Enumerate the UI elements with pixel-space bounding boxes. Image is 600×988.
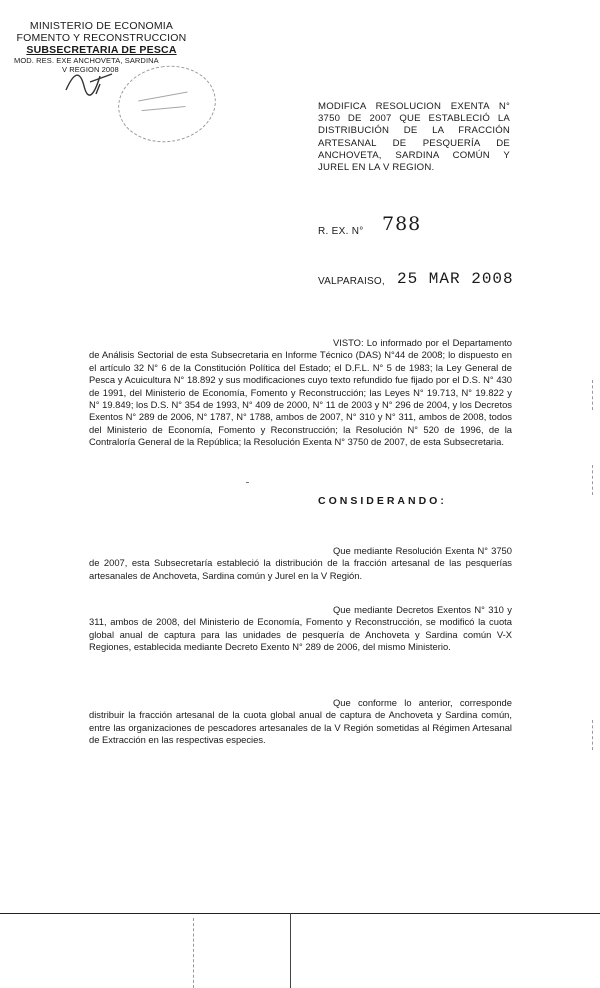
official-stamp: [113, 60, 221, 149]
bottom-dashed-line: [193, 918, 194, 988]
stray-mark: [246, 482, 249, 483]
subsecretaria-line: SUBSECRETARIA DE PESCA: [26, 44, 177, 56]
visto-paragraph: VISTO: Lo informado por el Departamento de Análisis Sectorial de esta Subsecretaria en Informe Técnico (DAS) N°44 de 2008; lo dispuesto en el artículo 32 N° 6 de la Constitución Política del Estado; el D.F.L. N° 5 de 1983; la Ley General de Pesca y Acuicultura N° 18.892 y sus modificaciones cuyo texto refundido fue fijado por el D.S. N° 430 de 1991, del Ministerio de Economía, Fomento y Reconstrucción; las Leyes N° 19.713, N° 19.822 y N° 19.849; los D.S. N° 354 de 1993, N° 409 de 2000, N° 11 de 2003 y N° 296 de 2004, y los Decretos Exentos N° 289 de 2006, N° 1787, N° 1788, ambos de 2007, N° 310 y N° 311, ambos de 2008, todos del Ministerio de Economía, Fomento y Reconstrucción; la Resolución N° 520 de 1996, de la Contraloría General de la República; la Resolución Exenta N° 3750 de 2007, de esta Subsecretaria.: [89, 337, 512, 448]
margin-mark-3: [592, 720, 593, 750]
considerando-paragraph-3: Que conforme lo anterior, corresponde distribuir la fracción artesanal de la cuota global anual de captura de Anchoveta y Sardina común, entre las organizaciones de pescadores artesanales de la V Región sometidas al Régimen Artesanal de Extracción en las respectivas especies.: [89, 697, 512, 746]
margin-mark-1: [592, 380, 593, 410]
considerando-paragraph-2: Que mediante Decretos Exentos N° 310 y 311, ambos de 2008, del Ministerio de Economía, Fomento y Reconstrucción, se modificó la cuota global anual de captura para las unidades de pesquería de Anchoveta y Sardina común V-X Regiones, establecida mediante Decreto Exento N° 289 de 2006, del mismo Ministerio.: [89, 604, 512, 653]
considerando-paragraph-1: Que mediante Resolución Exenta N° 3750 de 2007, esta Subsecretaría estableció la distribución de la fracción artesanal de las pesquerías artesanales de Anchoveta, Sardina común y Jurel en la V Región.: [89, 545, 512, 581]
bottom-rule: [0, 913, 600, 914]
ministry-line-2: FOMENTO Y RECONSTRUCCION: [16, 32, 187, 44]
bottom-vertical-rule: [290, 913, 291, 988]
margin-mark-2: [592, 465, 593, 495]
date-stamp: 25 MAR 2008: [397, 270, 514, 288]
considerando-heading: CONSIDERANDO:: [318, 495, 447, 507]
ministry-line-1: MINISTERIO DE ECONOMIA: [29, 20, 174, 32]
place-label: VALPARAISO,: [318, 276, 385, 287]
ref-line-2: V REGION 2008: [62, 65, 119, 74]
ref-line-1: MOD. RES. EXE ANCHOVETA, SARDINA: [14, 56, 159, 65]
resolution-number: 788: [382, 213, 422, 235]
initials-signature-icon: [60, 66, 120, 100]
stamp-seal-icon: [114, 61, 219, 148]
resolution-subject: MODIFICA RESOLUCION EXENTA N° 3750 DE 2007 QUE ESTABLECIÓ LA DISTRIBUCIÓN DE LA FRACCIÓN ARTESANAL DE PESQUERÍA DE ANCHOVETA, SARDINA COMÚN Y JUREL EN LA V REGION.: [318, 101, 510, 174]
resolution-label: R. EX. N°: [318, 226, 364, 237]
